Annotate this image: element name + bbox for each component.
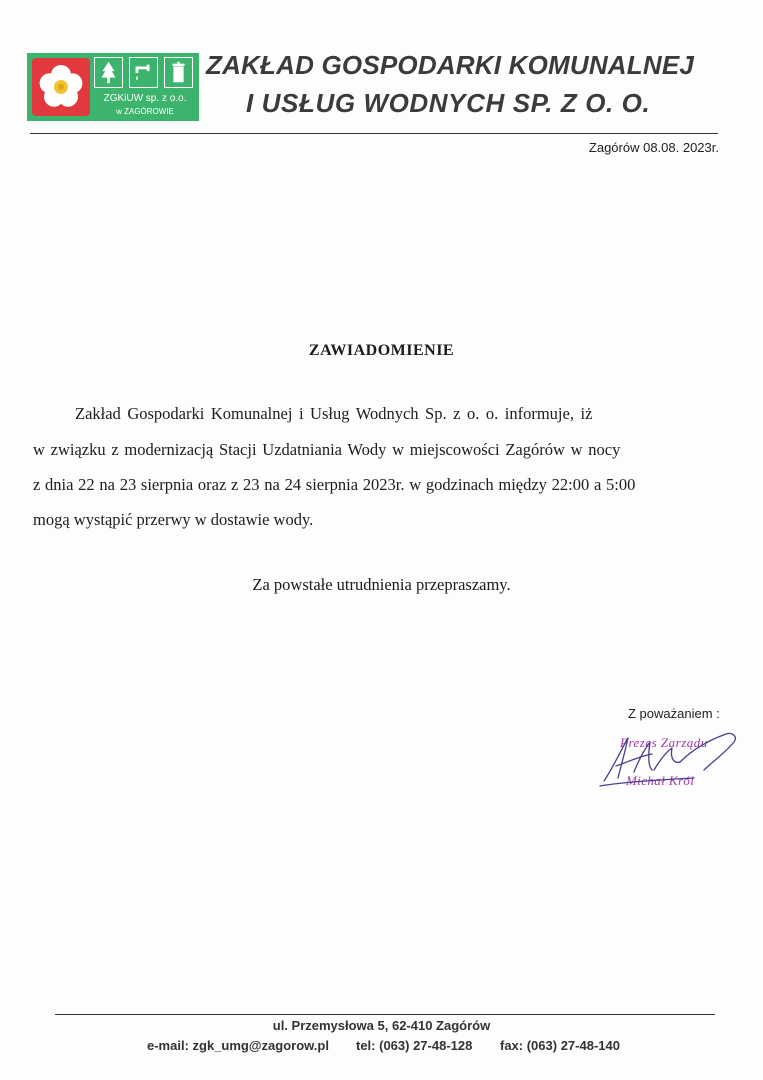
- logo-company-abbrev: ZGKiUW sp. z o.o.: [103, 93, 187, 104]
- company-logo: [27, 53, 199, 121]
- notice-line-2: w związku z modernizacją Stacji Uzdatniania Wody w miejscowości Zagórów w nocy: [33, 440, 621, 459]
- footer-phone: tel: (063) 27-48-128: [356, 1038, 473, 1053]
- trash-bin-icon: [164, 57, 193, 88]
- notice-line-1: Zakład Gospodarki Komunalnej i Usług Wodnych Sp. z o. o. informuje, iż: [75, 404, 593, 423]
- footer-fax: fax: (063) 27-48-140: [500, 1038, 620, 1053]
- footer-divider: [55, 1014, 715, 1015]
- rose-emblem-icon: [32, 58, 90, 116]
- handwritten-signature: [594, 726, 744, 796]
- stamp-title: Prezes Zarządu: [620, 735, 708, 750]
- header-divider: [30, 133, 718, 134]
- notice-line-4: mogą wystąpić przerwy w dostawie wody.: [33, 510, 314, 529]
- notice-title: ZAWIADOMIENIE: [308, 342, 455, 359]
- water-tap-icon: [129, 57, 158, 88]
- logo-company-location: w ZAGÓROWIE: [116, 107, 174, 116]
- apology-text: Za powstałe utrudnienia przepraszamy.: [252, 575, 511, 594]
- footer-address: ul. Przemysłowa 5, 62-410 Zagórów: [272, 1018, 491, 1033]
- tree-icon: [94, 57, 123, 88]
- place-and-date: Zagórów 08.08. 2023r.: [588, 140, 719, 155]
- logo-service-icons: [94, 57, 194, 89]
- company-name-line-2: I USŁUG WODNYCH SP. Z O. O.: [246, 88, 651, 118]
- footer-email[interactable]: e-mail: zgk_umg@zagorow.pl: [147, 1038, 329, 1053]
- notice-line-3: z dnia 22 na 23 sierpnia oraz z 23 na 24 sierpnia 2023r. w godzinach między 22:00 a 5:00: [33, 475, 636, 494]
- stamp-name: Michał Król: [626, 773, 695, 788]
- company-name-line-1: ZAKŁAD GOSPODARKI KOMUNALNEJ: [206, 50, 695, 80]
- closing-regards: Z poważaniem :: [628, 706, 720, 721]
